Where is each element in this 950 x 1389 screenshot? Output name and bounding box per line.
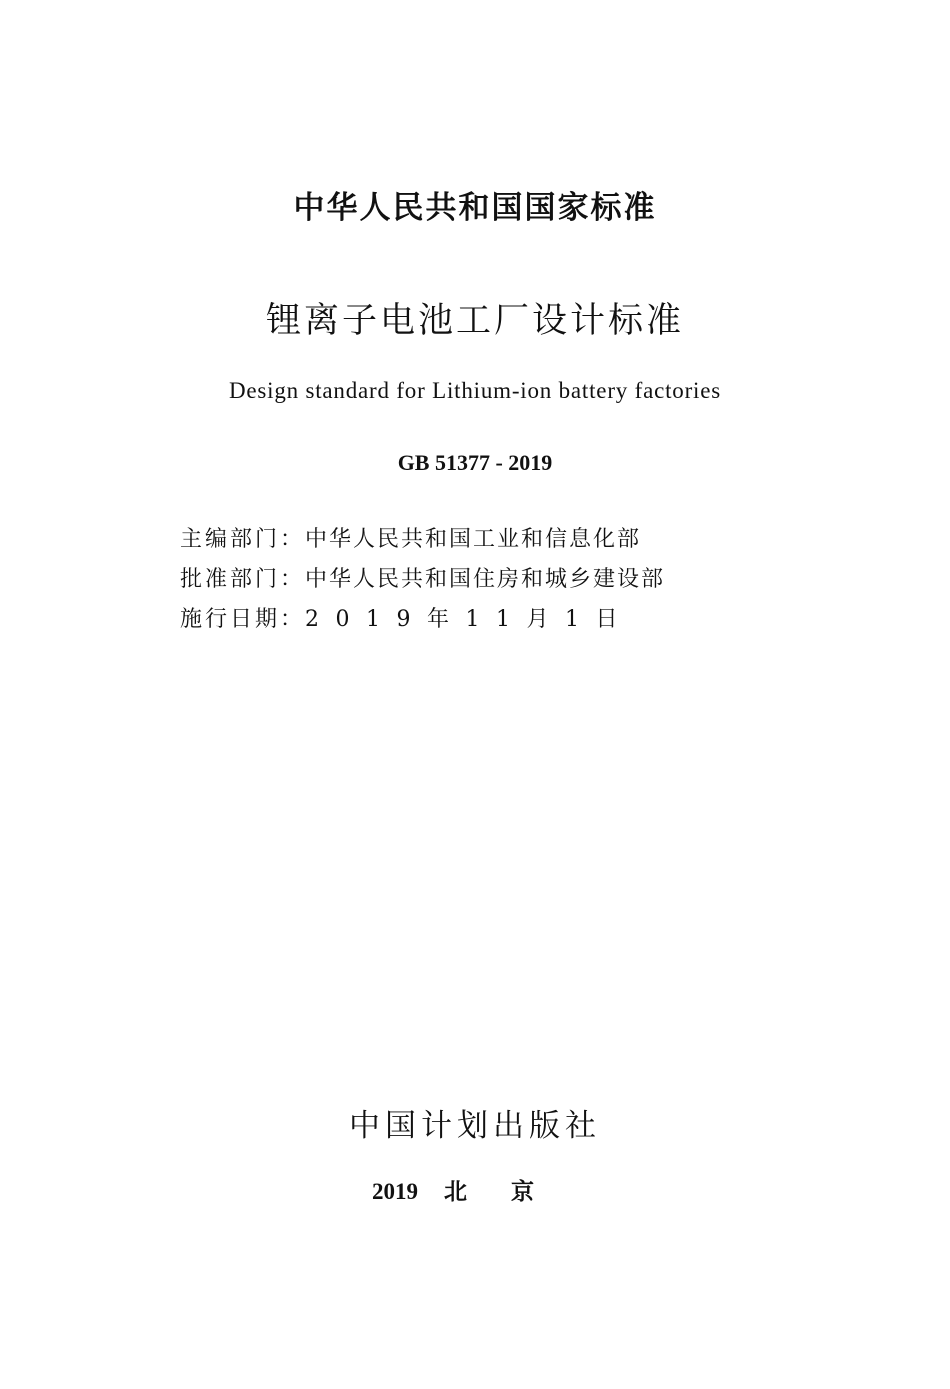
approval-dept-value: 中华人民共和国住房和城乡建设部	[305, 567, 666, 592]
publication-year: 2019	[372, 1179, 418, 1204]
effective-date-value: 2019年11月1日	[305, 607, 634, 632]
publication-year-place	[0, 1173, 950, 1206]
document-title-english: Design standard for Lithium-ion battery factories	[228, 378, 722, 403]
chief-editor-dept-label: 主编部门：	[180, 527, 306, 552]
standard-category-heading: 中华人民共和国国家标准	[293, 190, 657, 226]
approval-dept-row	[180, 562, 740, 593]
approval-dept-label: 批准部门：	[180, 567, 306, 592]
chief-editor-dept-row	[180, 522, 740, 553]
effective-date-row	[180, 602, 740, 633]
standard-code: GB 51377 - 2019	[397, 450, 553, 475]
effective-date-label: 施行日期：	[180, 607, 306, 632]
publisher-name: 中国计划出版社	[349, 1108, 601, 1144]
document-title-chinese: 锂离子电池工厂设计标准	[265, 301, 684, 341]
publication-city: 北京	[444, 1178, 578, 1205]
chief-editor-dept-value: 中华人民共和国工业和信息化部	[305, 527, 642, 552]
